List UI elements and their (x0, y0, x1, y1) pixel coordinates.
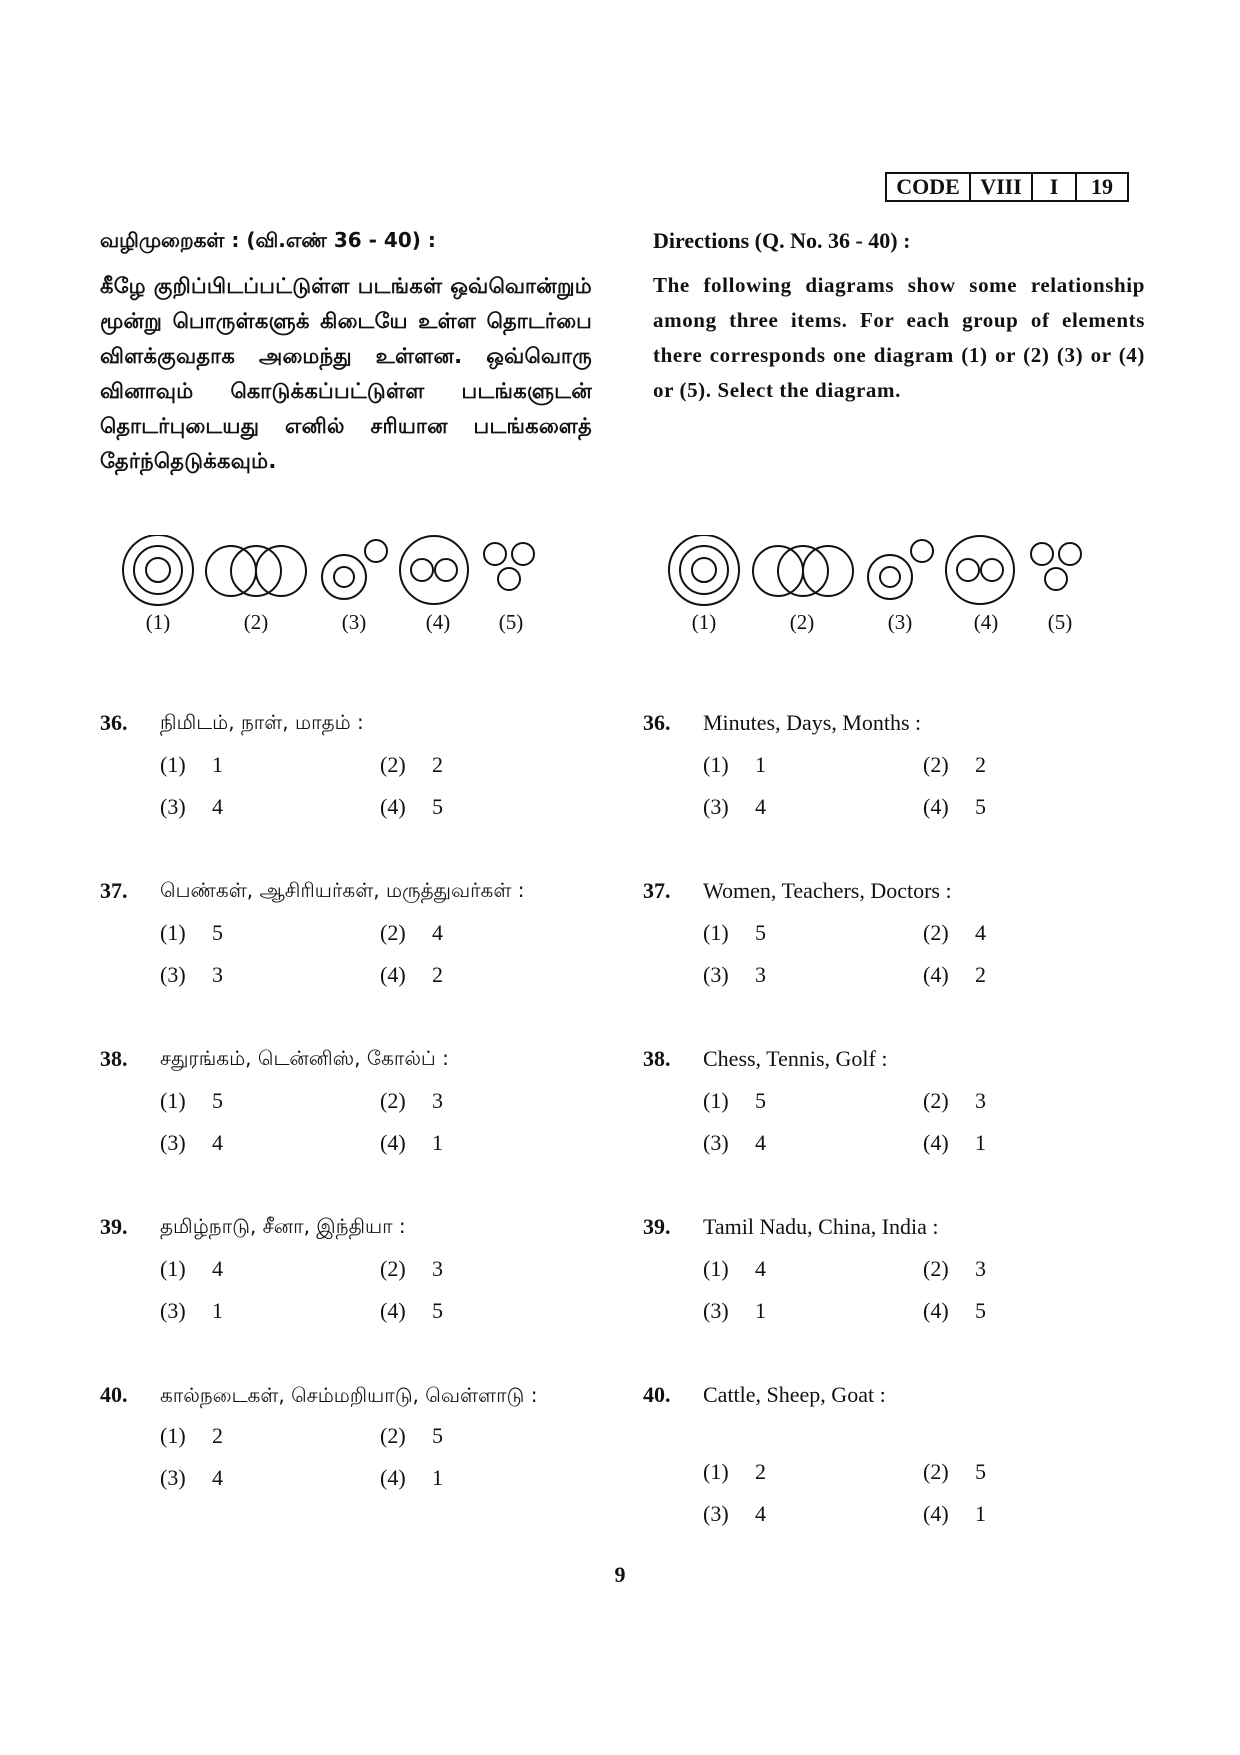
option-2: (2) 3 (380, 1256, 443, 1281)
option-2: (2) 3 (923, 1256, 986, 1281)
option-3: (3) 4 (703, 1501, 766, 1526)
venn-diagrams-figure-left (118, 535, 558, 645)
english-directions (653, 228, 1145, 408)
option-2: (2) 3 (380, 1088, 443, 1113)
question-text: கால்நடைகள், செம்மறியாடு, வெள்ளாடு : (160, 1383, 538, 1407)
option-3: (3) 3 (703, 962, 766, 987)
question-text: Cattle, Sheep, Goat : (703, 1382, 886, 1407)
question-39-english (643, 1206, 1143, 1332)
figure-label-4: (4) (425, 610, 451, 634)
option-2: (2) 3 (923, 1088, 986, 1113)
figure-label-5: (5) (498, 610, 524, 634)
option-4: (4) 2 (380, 962, 443, 987)
question-text: தமிழ்நாடு, சீனா, இந்தியா : (160, 1213, 406, 1238)
option-3: (3) 3 (160, 962, 223, 987)
question-text: சதுரங்கம், டென்னிஸ், கோல்ப் : (160, 1045, 449, 1070)
option-1: (1) 5 (703, 1088, 766, 1113)
option-4: (4) 5 (923, 794, 986, 819)
option-3: (3) 4 (703, 1130, 766, 1155)
question-number: 36. (643, 710, 671, 735)
venn-diagrams-figure-right (668, 535, 1108, 645)
diagram-5 (484, 543, 534, 590)
code-cell-label: CODE (887, 174, 971, 200)
code-cell-paper: I (1033, 174, 1077, 200)
option-4: (4) 1 (923, 1501, 986, 1526)
option-1: (1) 1 (160, 752, 223, 777)
figure-label-3: (3) (341, 610, 367, 634)
option-1: (1) 5 (703, 920, 766, 945)
option-2: (2) 4 (923, 920, 986, 945)
option-1: (1) 2 (703, 1459, 766, 1484)
question-36-tamil (100, 702, 600, 828)
tamil-directions-title: வழிமுறைகள் : (வி.எண் 36 - 40) : (100, 228, 436, 252)
question-number: 40. (643, 1382, 671, 1407)
option-4: (4) 1 (923, 1130, 986, 1155)
question-39-tamil (100, 1206, 600, 1332)
question-40-tamil (100, 1374, 600, 1499)
diagram-1 (669, 535, 739, 605)
figure-label-2: (2) (243, 610, 269, 634)
code-box (885, 172, 1129, 202)
diagram-4 (946, 536, 1014, 604)
option-1: (1) 4 (703, 1256, 766, 1281)
tamil-directions-text: கீழே குறிப்பிடப்பட்டுள்ள படங்கள் ஒவ்வொன்றும் மூன்று பொருள்களுக் கிடையே உள்ள தொடர்பை விளக்குவதாக அமைந்து உள்ளன. ஒவ்வொரு வினாவும் கொடுக்கப்பட்டுள்ள படங்களுடன் தொடர்புடையது எனில் சரியான படங்களைத் தேர்ந்தெடுக்கவும். (100, 274, 592, 473)
option-1: (1) 4 (160, 1256, 223, 1281)
option-2: (2) 2 (923, 752, 986, 777)
question-text: Chess, Tennis, Golf : (703, 1046, 888, 1071)
question-number: 37. (643, 878, 671, 903)
option-1: (1) 2 (160, 1423, 223, 1448)
option-4: (4) 1 (380, 1465, 443, 1490)
tamil-directions (100, 228, 592, 479)
page-number: 9 (614, 1562, 626, 1587)
question-37-tamil (100, 870, 600, 996)
question-37-english (643, 870, 1143, 996)
figure-label-3: (3) (887, 610, 913, 634)
option-2: (2) 2 (380, 752, 443, 777)
english-directions-text: The following diagrams show some relationship among three items. For each group of elements there corresponds one diagram (1) or (2) (3) or (4) or (5). Select the diagram. (653, 273, 1145, 402)
english-directions-title: Directions (Q. No. 36 - 40) : (653, 228, 911, 253)
question-38-tamil (100, 1038, 600, 1164)
option-3: (3) 4 (160, 1130, 223, 1155)
question-number: 38. (643, 1046, 671, 1071)
option-3: (3) 1 (703, 1298, 766, 1323)
option-4: (4) 5 (923, 1298, 986, 1323)
diagram-4 (400, 536, 468, 604)
option-2: (2) 5 (380, 1423, 443, 1448)
option-3: (3) 4 (160, 794, 223, 819)
code-cell-class: VIII (971, 174, 1033, 200)
question-text: Women, Teachers, Doctors : (703, 878, 952, 903)
question-40-english (643, 1374, 1143, 1535)
question-text: Tamil Nadu, China, India : (703, 1214, 939, 1239)
option-4: (4) 5 (380, 1298, 443, 1323)
option-2: (2) 5 (923, 1459, 986, 1484)
option-4: (4) 5 (380, 794, 443, 819)
option-3: (3) 4 (703, 794, 766, 819)
question-number: 38. (100, 1046, 128, 1071)
question-38-english (643, 1038, 1143, 1164)
diagram-2 (206, 546, 306, 596)
option-1: (1) 5 (160, 920, 223, 945)
question-number: 39. (643, 1214, 671, 1239)
option-4: (4) 2 (923, 962, 986, 987)
option-1: (1) 1 (703, 752, 766, 777)
diagram-2 (753, 546, 853, 596)
figure-label-5: (5) (1047, 610, 1073, 634)
figure-label-1: (1) (691, 610, 717, 634)
option-1: (1) 5 (160, 1088, 223, 1113)
question-text: பெண்கள், ஆசிரியர்கள், மருத்துவர்கள் : (160, 877, 525, 902)
code-cell-page: 19 (1091, 174, 1113, 199)
question-36-english (643, 702, 1143, 828)
option-2: (2) 4 (380, 920, 443, 945)
diagram-1 (123, 535, 193, 605)
question-number: 36. (100, 710, 128, 735)
option-3: (3) 4 (160, 1465, 223, 1490)
diagram-3 (868, 540, 933, 599)
option-3: (3) 1 (160, 1298, 223, 1323)
figure-label-4: (4) (973, 610, 999, 634)
figure-label-2: (2) (789, 610, 815, 634)
question-number: 40. (100, 1382, 128, 1407)
question-text: நிமிடம், நாள், மாதம் : (160, 709, 364, 734)
option-4: (4) 1 (380, 1130, 443, 1155)
diagram-3 (322, 540, 387, 599)
question-number: 39. (100, 1214, 128, 1239)
question-number: 37. (100, 878, 128, 903)
figure-label-1: (1) (145, 610, 171, 634)
question-text: Minutes, Days, Months : (703, 710, 922, 735)
diagram-5 (1031, 543, 1081, 590)
